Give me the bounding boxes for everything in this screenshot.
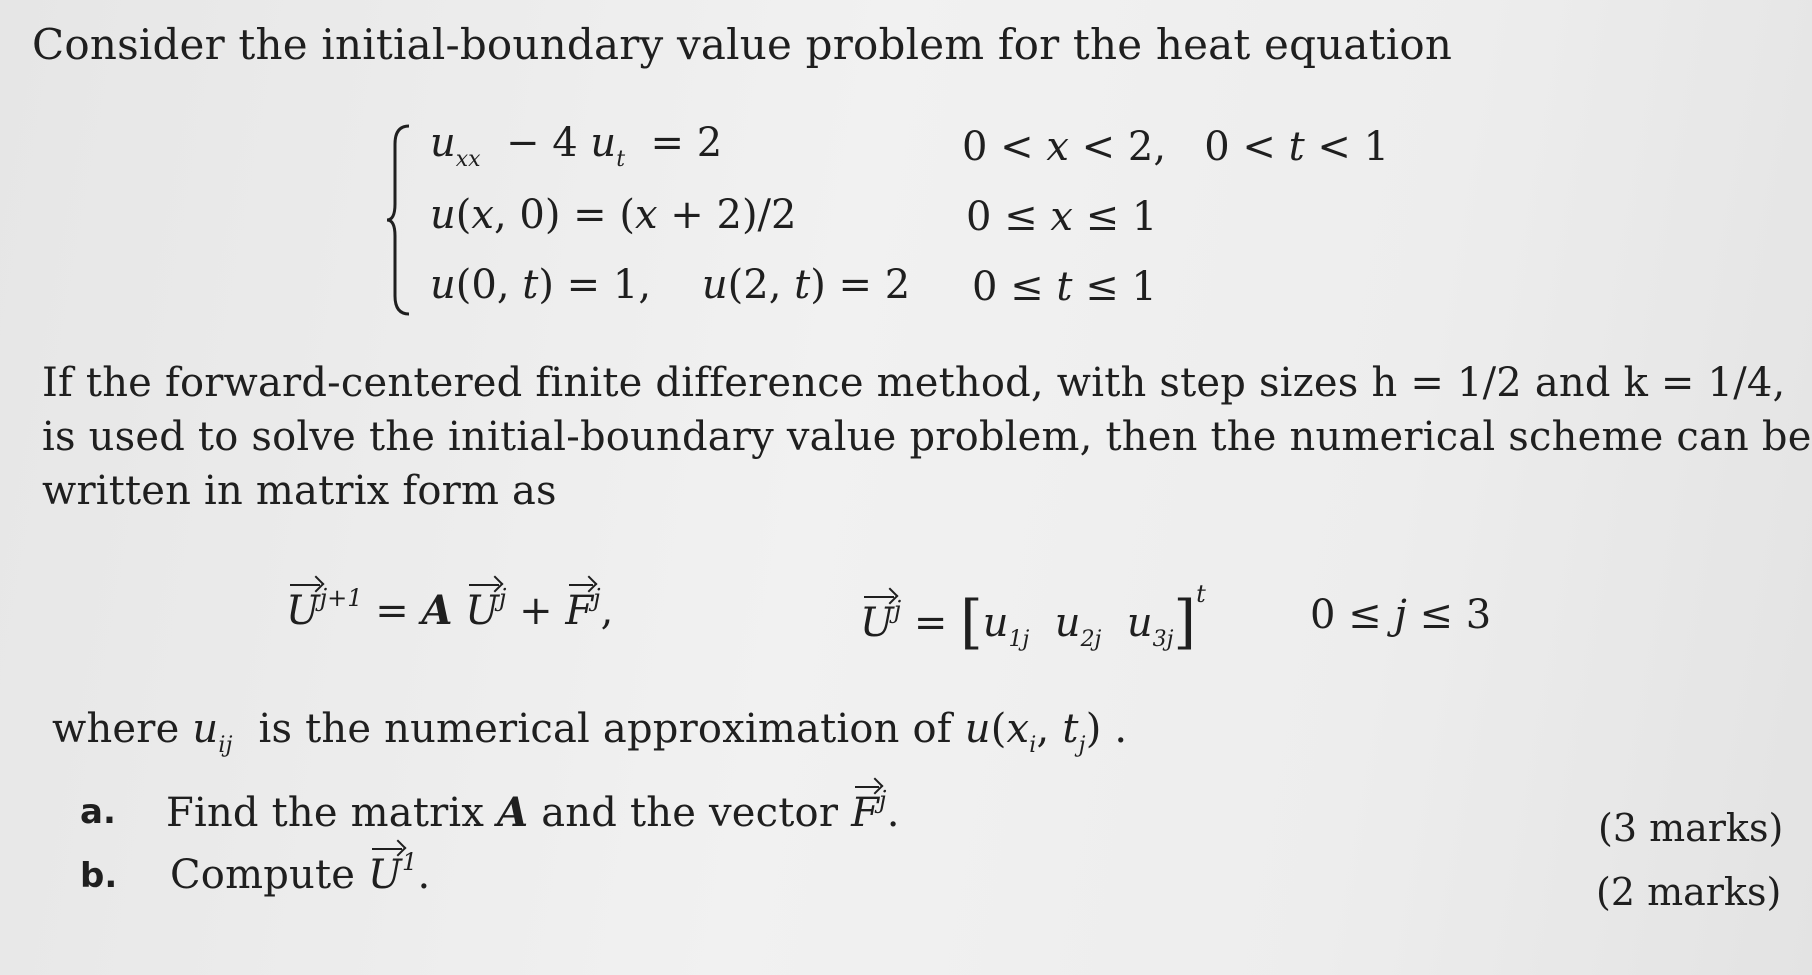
paragraph-line-2: is used to solve the initial-boundary value problem, then the numerical scheme can be	[42, 414, 1812, 460]
system-eq1-domain: 0 < x < 2, 0 < t < 1	[962, 124, 1390, 170]
paragraph-line-3: written in matrix form as	[42, 468, 557, 514]
system-eq3: u(0, t) = 1, u(2, t) = 2	[430, 262, 911, 308]
part-b-label: b.	[80, 856, 118, 896]
part-a-marks: (3 marks)	[1598, 806, 1784, 850]
where-line: where $u_{ij}$ is the numerical approximation of $u(x_i$, $t_j$) .	[52, 706, 1128, 758]
part-a-label: a.	[80, 792, 116, 832]
system-eq2-domain: 0 ≤ x ≤ 1	[966, 194, 1158, 240]
scheme-equation: $U^{j+1} = A$ $U^j + F^j$,	[286, 584, 614, 634]
part-b-text: Compute $U^1$.	[170, 848, 431, 898]
system-brace	[385, 124, 411, 316]
scheme-vector-definition: $U^j = [u_{1j}$ $u_{2j}$ $u_{3j}]^t$	[860, 580, 1206, 656]
part-b-marks: (2 marks)	[1596, 870, 1782, 914]
paragraph-line-1: If the forward-centered finite difference method, with step sizes h = 1/2 and k = 1/4,	[42, 360, 1786, 406]
system-eq2: u(x, 0) = (x + 2)/2	[430, 192, 797, 238]
scheme-range: 0 ≤ j ≤ 3	[1310, 592, 1492, 638]
system-eq1: $u_{xx} - 4$ $u_t = 2$	[430, 120, 723, 172]
part-a-text: Find the matrix A and the vector $F^j$.	[166, 786, 900, 836]
intro-text: Consider the initial-boundary value problem for the heat equation	[32, 20, 1453, 69]
system-eq3-domain: 0 ≤ t ≤ 1	[972, 264, 1157, 310]
